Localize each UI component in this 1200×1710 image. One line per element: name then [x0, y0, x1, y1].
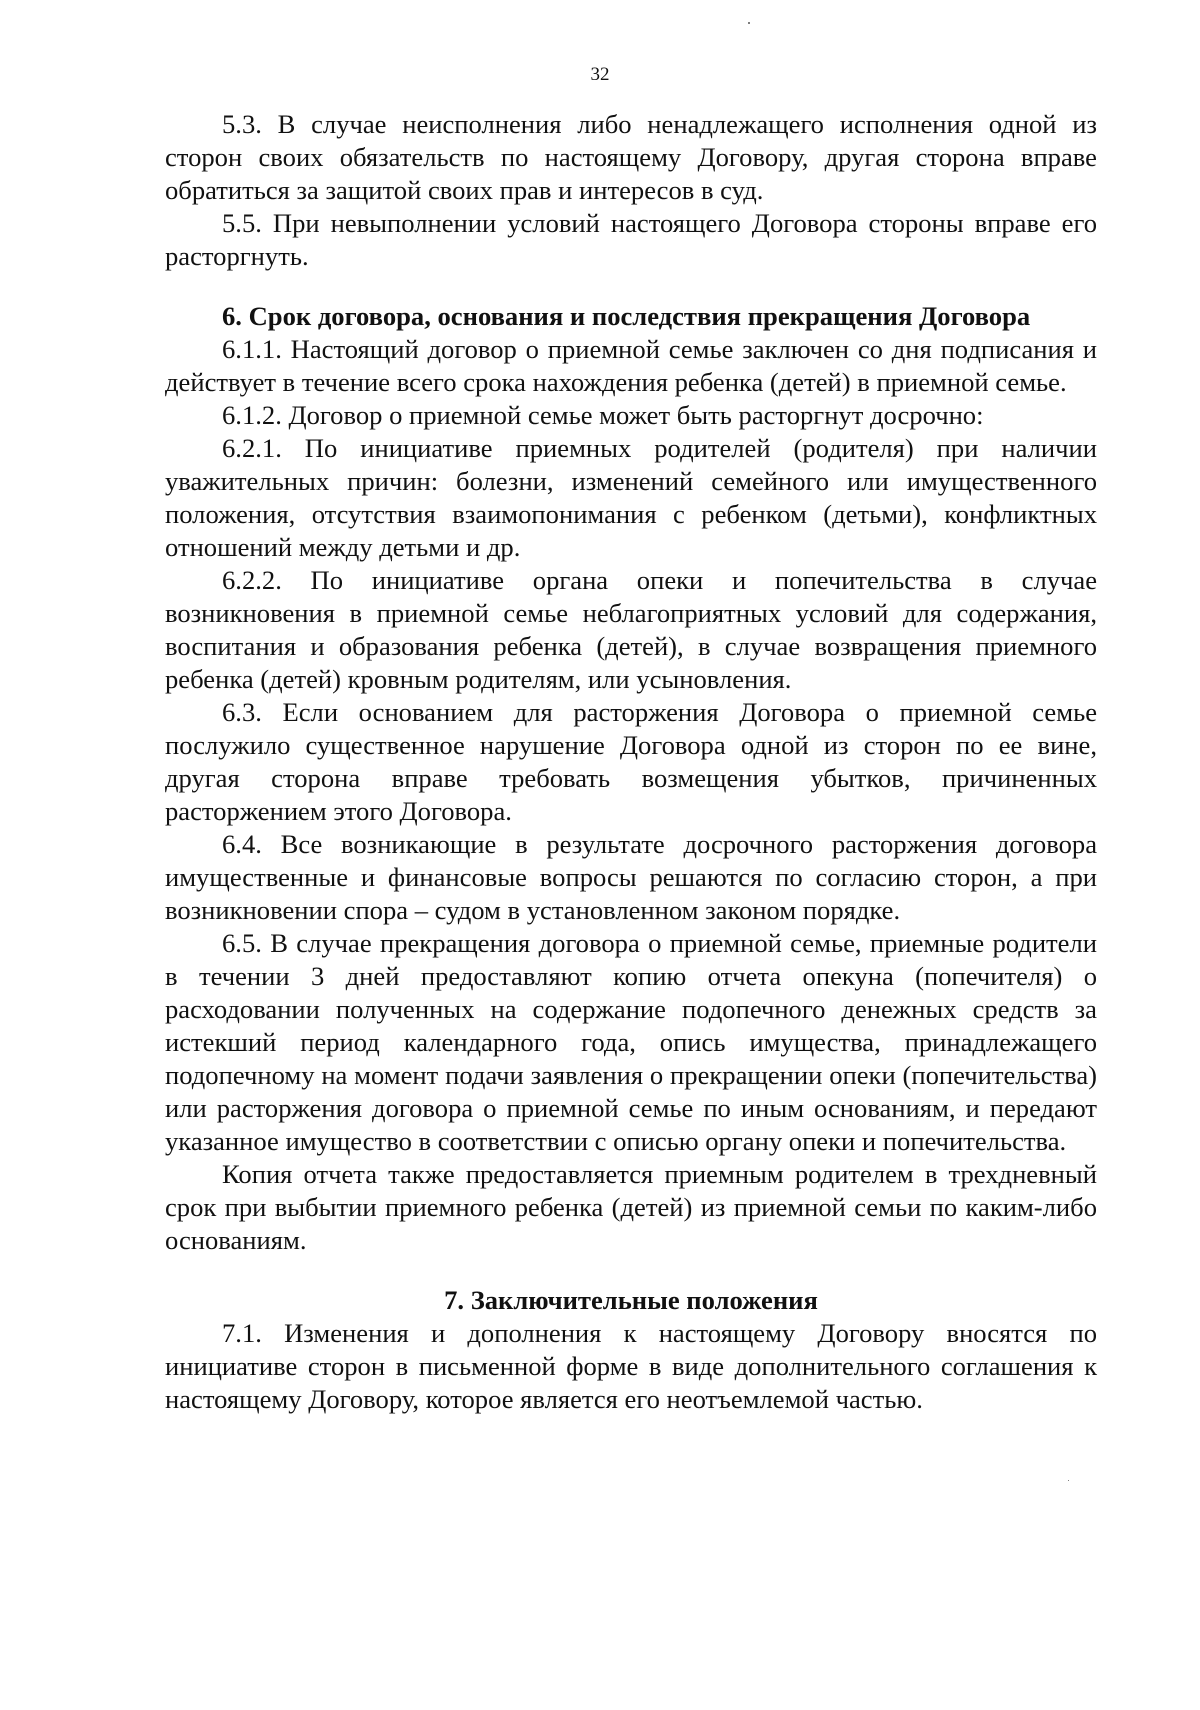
clause-5-3: 5.3. В случае неисполнения либо ненадлежащего исполнения одной из сторон своих обязательств по настоящему Договору, другая сторона вправе обратиться за защитой своих прав и интересов в суд. — [165, 109, 1097, 205]
document-body — [165, 108, 1097, 1416]
clause-6-2-1: 6.2.1. По инициативе приемных родителей (родителя) при наличии уважительных причин: болезни, изменений семейного или имущественного положения, отсутствия взаимопонимания с ребенком (детьми), конфликтных отношений между детьми и др. — [165, 433, 1097, 562]
section-6-heading: 6. Срок договора, основания и последствия прекращения Договора — [222, 301, 1031, 331]
clause-6-2-2: 6.2.2. По инициативе органа опеки и попечительства в случае возникновения в приемной семье неблагоприятных условий для содержания, воспитания и образования ребенка (детей), в случае возвращения приемного ребенка (детей) кровным родителям, или усыновления. — [165, 565, 1097, 694]
clause-6-3: 6.3. Если основанием для расторжения Договора о приемной семье послужило существенное нарушение Договора одной из сторон по ее вине, другая сторона вправе требовать возмещения убытков, причиненных расторжением этого Договора. — [165, 697, 1097, 826]
clause-6-5: 6.5. В случае прекращения договора о приемной семье, приемные родители в течении 3 дней предоставляют копию отчета опекуна (попечителя) о расходовании полученных на содержание подопечного денежных средств за истекший период календарного года, опись имущества, принадлежащего подопечному на момент подачи заявления о прекращении опеки (попечительства) или расторжения договора о приемной семье по иным основаниям, и передают указанное имущество в соответствии с описью органу опеки и попечительства. — [165, 928, 1097, 1156]
clause-7-1: 7.1. Изменения и дополнения к настоящему Договору вносятся по инициативе сторон в письменной форме в виде дополнительного соглашения к настоящему Договору, которое является его неотъемлемой частью. — [165, 1318, 1097, 1414]
clause-6-5-report-copy: Копия отчета также предоставляется приемным родителем в трехдневный срок при выбытии приемного ребенка (детей) из приемной семьи по каким-либо основаниям. — [165, 1159, 1097, 1255]
page-number: 32 — [590, 64, 610, 85]
clause-6-1-1: 6.1.1. Настоящий договор о приемной семье заключен со дня подписания и действует в течение всего срока нахождения ребенка (детей) в приемной семье. — [165, 334, 1097, 397]
clause-6-4: 6.4. Все возникающие в результате досрочного расторжения договора имущественные и финансовые вопросы решаются по согласию сторон, а при возникновении спора – судом в установленном законом порядке. — [165, 829, 1097, 925]
clause-6-1-2: 6.1.2. Договор о приемной семье может быть расторгнут досрочно: — [222, 400, 984, 430]
section-7-heading: 7. Заключительные положения — [444, 1285, 818, 1315]
clause-5-5: 5.5. При невыполнении условий настоящего Договора стороны вправе его расторгнуть. — [165, 208, 1097, 271]
scan-speck — [1068, 1480, 1069, 1481]
scan-speck — [748, 22, 750, 24]
